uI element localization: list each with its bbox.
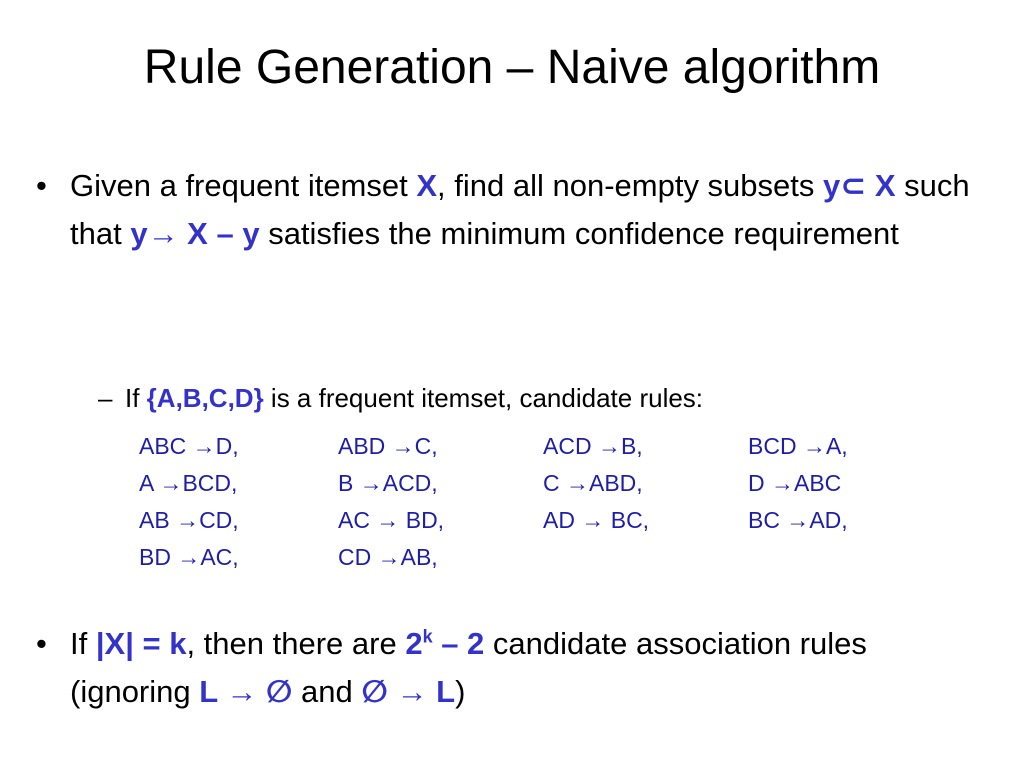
rule: B →ACD, [338, 470, 438, 496]
sub-bullet-text [125, 378, 703, 418]
bullet-candidate-count [36, 620, 986, 720]
bullet-marker: • [36, 626, 47, 661]
rule: AD → BC, [543, 507, 650, 533]
bullet-text-part: candidate association rules (ignoring [70, 626, 867, 709]
slide-title: Rule Generation – Naive algorithm [143, 41, 881, 94]
candidate-rules-grid [139, 430, 979, 578]
highlight-l-to-empty: L → ∅ [199, 674, 293, 709]
rules-row [139, 430, 979, 467]
rules-row [139, 541, 979, 578]
count-rest: – 2 [432, 626, 485, 661]
rule: AC → BD, [338, 507, 445, 533]
bullet-text [70, 620, 970, 716]
count-exponent: k [422, 626, 433, 647]
highlight-subset: y⊂ X [823, 168, 896, 203]
bullet-text-part: , find all non-empty subsets [437, 168, 824, 203]
rule: BC →AD, [748, 507, 848, 533]
highlight-x: X [416, 168, 438, 203]
rule: BD →AC, [139, 544, 239, 570]
bullet-text [70, 162, 970, 258]
rules-row [139, 467, 979, 504]
bullet-text-part: satisfies the minimum confidence requirement [259, 216, 899, 251]
sub-text-part: If [125, 383, 147, 413]
rule: A →BCD, [139, 470, 238, 496]
highlight-cardinality: |X| = k [95, 626, 187, 661]
highlight-empty-to-l: ∅ → L [361, 674, 456, 709]
bullet-text-part: such that [70, 168, 970, 251]
bullet-given-frequent-itemset [36, 162, 986, 312]
highlight-rule: y→ X – y [130, 216, 260, 251]
rule: BCD →A, [748, 433, 848, 459]
bullet-text-part: If [70, 626, 96, 661]
rule: C →ABD, [543, 470, 643, 496]
count-base: 2 [405, 626, 423, 661]
rule: ABD →C, [338, 433, 438, 459]
rule: AB →CD, [139, 507, 239, 533]
rules-row [139, 504, 979, 541]
bullet-text-part: and [292, 674, 362, 709]
rule: CD →AB, [338, 544, 438, 570]
bullet-text-part: Given a frequent itemset [70, 168, 417, 203]
rule: D →ABC [748, 470, 842, 496]
rule: ABC →D, [139, 433, 239, 459]
sub-text-part: is a frequent itemset, candidate rules: [263, 383, 704, 413]
highlight-itemset: {A,B,C,D} [146, 383, 264, 413]
highlight-count [405, 626, 484, 661]
bullet-text-part: , then there are [186, 626, 406, 661]
rule: ACD →B, [543, 433, 643, 459]
sub-bullet-marker: – [98, 383, 113, 413]
bullet-marker: • [36, 168, 47, 203]
bullet-text-part: ) [455, 674, 466, 709]
